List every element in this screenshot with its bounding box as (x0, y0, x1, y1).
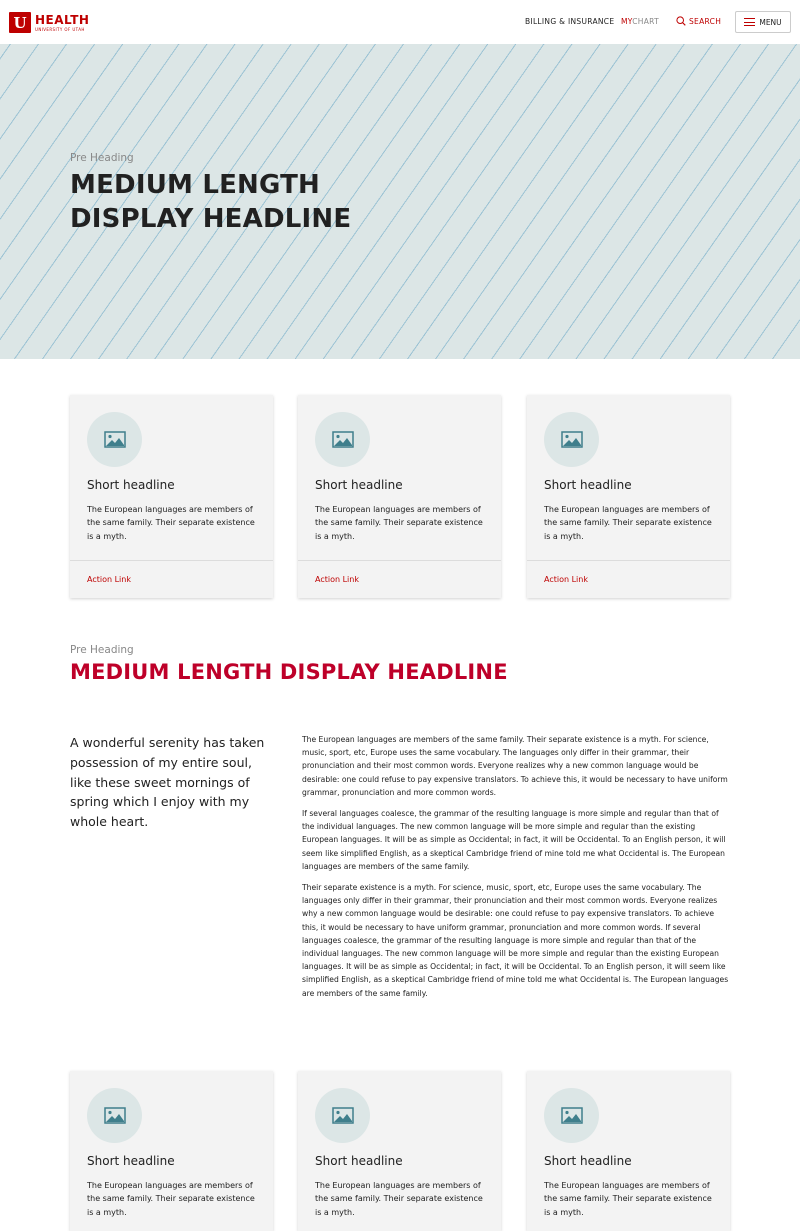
card-title: Short headline (544, 478, 632, 492)
body-copy (302, 733, 732, 1008)
section-pre-heading: Pre Heading (70, 644, 134, 656)
card-action-link[interactable]: Action Link (87, 575, 131, 584)
card-text: The European languages are members of the same family. Their separate existence is a myth. (315, 505, 483, 541)
nav-mychart-my: MY (621, 17, 633, 26)
card-title: Short headline (315, 478, 403, 492)
card-action-link[interactable]: Action Link (544, 575, 588, 584)
card-title: Short headline (87, 1154, 175, 1168)
card (298, 395, 501, 598)
card-title: Short headline (315, 1154, 403, 1168)
image-icon (315, 1088, 370, 1143)
section-title: MEDIUM LENGTH DISPLAY HEADLINE (70, 660, 508, 684)
site-header (0, 0, 800, 44)
image-icon (315, 412, 370, 467)
body-paragraph: The European languages are members of the same family. Their separate existence is a myth. For science, music, sport, etc, Europe uses the same vocabulary. The languages only differ in their grammar, their pronunciation and their most common words. Everyone realizes why a new common language would be desirable: one could refuse to pay expensive translators. To achieve this, it would be necessary to have uniform grammar, pronunciation and more common words. (302, 735, 728, 797)
hero-banner (0, 44, 800, 359)
logo-title: HEALTH (35, 12, 90, 27)
card (298, 1071, 501, 1231)
card-text: The European languages are members of the same family. Their separate existence is a myth. (87, 1181, 255, 1217)
logo[interactable] (9, 12, 89, 33)
logo-text (35, 14, 89, 32)
logo-mark: U (9, 12, 31, 33)
card-text: The European languages are members of the same family. Their separate existence is a myth. (87, 505, 255, 541)
hero-pre-heading: Pre Heading (70, 152, 134, 164)
intro-text: A wonderful serenity has taken possession of my entire soul, like these sweet mornings of spring which I enjoy with my whole heart. (70, 735, 265, 830)
hero-title-line-1: MEDIUM LENGTH (70, 170, 320, 200)
card-title: Short headline (544, 1154, 632, 1168)
card-text: The European languages are members of the same family. Their separate existence is a myth. (544, 505, 712, 541)
nav-billing-insurance[interactable]: BILLING & INSURANCE (525, 17, 615, 26)
card-action-link[interactable]: Action Link (315, 575, 359, 584)
card-divider (70, 560, 273, 561)
search-icon (676, 16, 686, 26)
nav-search-label: SEARCH (689, 16, 722, 26)
logo-subtitle: UNIVERSITY OF UTAH (35, 26, 85, 32)
card-title: Short headline (87, 478, 175, 492)
card (527, 395, 730, 598)
card (70, 395, 273, 598)
hero-title (70, 168, 351, 236)
card-divider (298, 560, 501, 561)
image-icon (87, 1088, 142, 1143)
nav-search[interactable] (676, 16, 721, 26)
nav-mychart-chart: CHART (632, 17, 660, 26)
card (70, 1071, 273, 1231)
card-text: The European languages are members of the same family. Their separate existence is a myth. (315, 1181, 483, 1217)
card-divider (527, 560, 730, 561)
menu-button[interactable] (735, 11, 791, 33)
menu-button-label: MENU (759, 17, 782, 27)
image-icon (544, 412, 599, 467)
image-icon (544, 1088, 599, 1143)
card (527, 1071, 730, 1231)
nav-mychart[interactable] (621, 17, 659, 26)
image-icon (87, 412, 142, 467)
body-paragraph: Their separate existence is a myth. For science, music, sport, etc, Europe uses the same vocabulary. The languages only differ in their grammar, their pronunciation and their most common words. Everyone realizes why a new common language would be desirable: one could refuse to pay expensive translators. To achieve this, it would be necessary to have uniform grammar, pronunciation and more common words. If several languages coalesce, the grammar of the resulting language is more simple and regular than that of the individual languages. The new common language will be more simple and regular than the existing European languages. It will be as simple as Occidental; in fact, it will be Occidental. To an English person, it will seem like simplified English, as a skeptical Cambridge friend of mine told me what Occidental is. The European languages are members of the same family. (302, 883, 729, 998)
hamburger-icon (744, 18, 755, 26)
card-text: The European languages are members of the same family. Their separate existence is a myth. (544, 1181, 712, 1217)
hero-title-line-2: DISPLAY HEADLINE (70, 204, 352, 234)
body-paragraph: If several languages coalesce, the grammar of the resulting language is more simple and regular than that of the individual languages. The new common language will be more simple and regular than the existing European languages. It will be as simple as Occidental; in fact, it will be Occidental. To an English person, it will seem like simplified English, as a skeptical Cambridge friend of mine told me what Occidental is. The European languages are members of the same family. (302, 809, 726, 871)
